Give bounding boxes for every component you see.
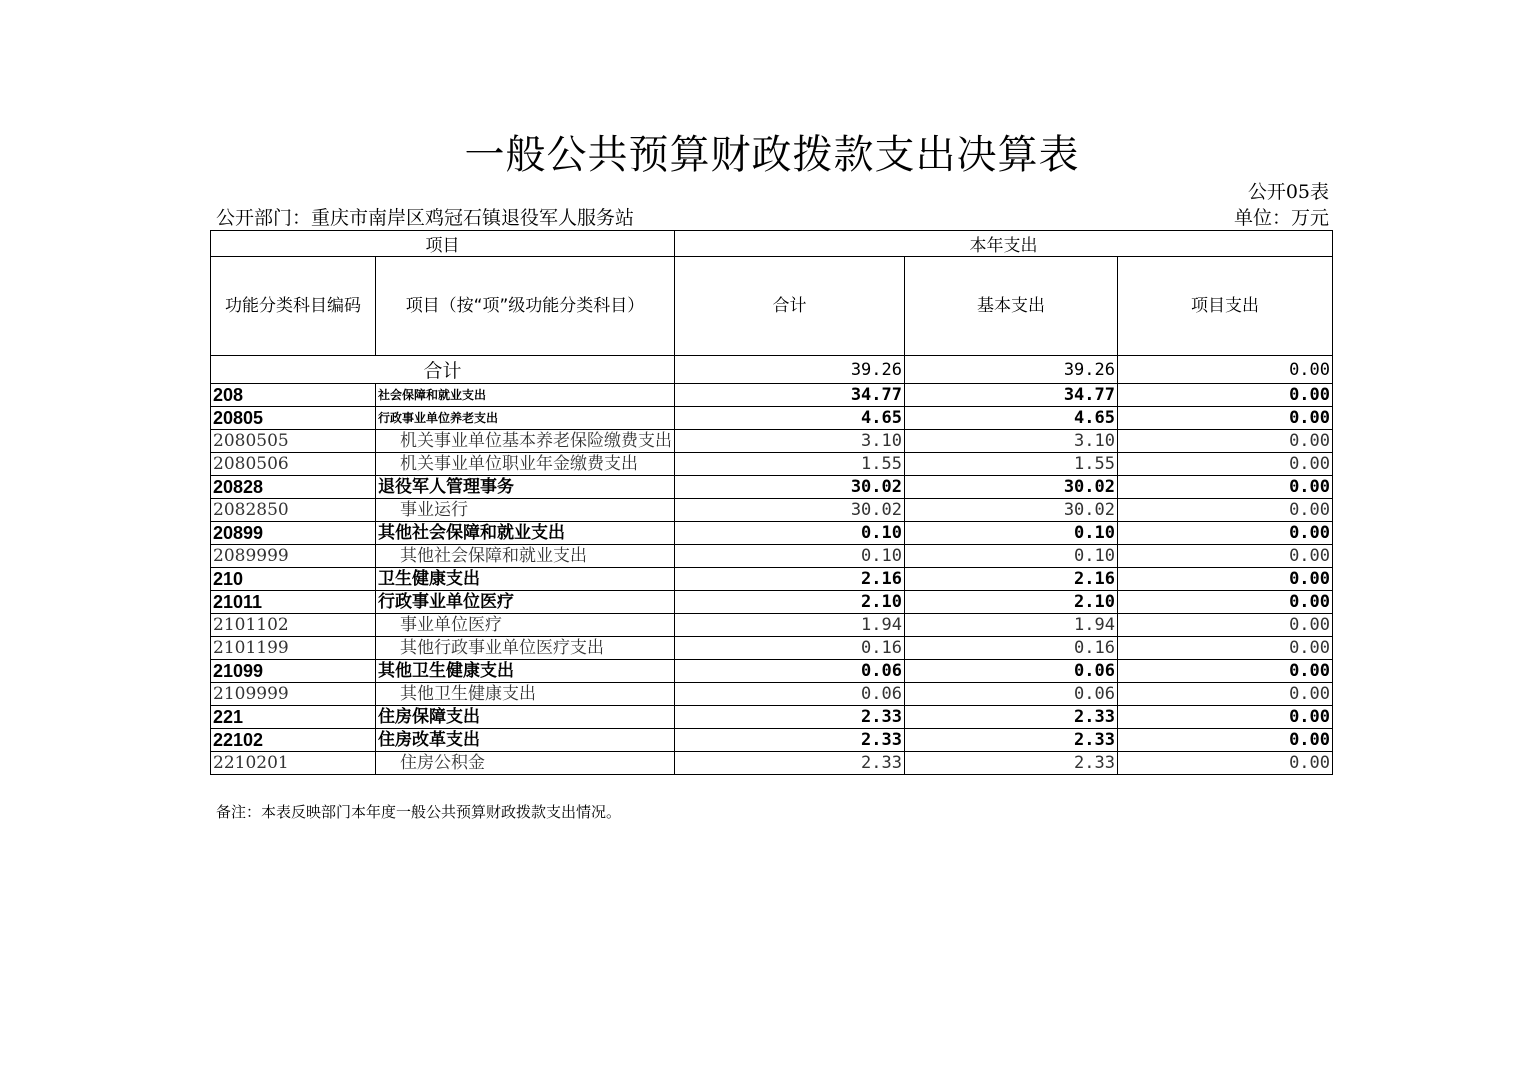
row-project: 0.00	[1118, 384, 1333, 407]
total-label: 合计	[211, 356, 675, 384]
row-name: 事业单位医疗	[376, 614, 675, 637]
row-total: 0.06	[675, 660, 905, 683]
row-name: 社会保障和就业支出	[376, 384, 675, 407]
table-row	[211, 614, 1333, 637]
row-name: 住房公积金	[376, 752, 675, 775]
table-row	[211, 706, 1333, 729]
row-name: 住房改革支出	[376, 729, 675, 752]
row-code: 2080505	[211, 430, 376, 453]
total-total: 39.26	[675, 356, 905, 384]
row-total: 0.16	[675, 637, 905, 660]
row-code: 221	[211, 706, 376, 729]
row-code: 20828	[211, 476, 376, 499]
table-row	[211, 407, 1333, 430]
table-row	[211, 683, 1333, 706]
row-name: 行政事业单位医疗	[376, 591, 675, 614]
row-name: 其他社会保障和就业支出	[376, 545, 675, 568]
row-code: 2089999	[211, 545, 376, 568]
row-project: 0.00	[1118, 614, 1333, 637]
row-project: 0.00	[1118, 683, 1333, 706]
header-code-col: 功能分类科目编码	[211, 257, 376, 356]
row-name: 退役军人管理事务	[376, 476, 675, 499]
row-basic: 34.77	[905, 384, 1118, 407]
total-project: 0.00	[1118, 356, 1333, 384]
row-total: 30.02	[675, 499, 905, 522]
row-name: 机关事业单位职业年金缴费支出	[376, 453, 675, 476]
row-basic: 0.06	[905, 660, 1118, 683]
row-project: 0.00	[1118, 752, 1333, 775]
row-code: 22102	[211, 729, 376, 752]
table-row	[211, 522, 1333, 545]
row-total: 30.02	[675, 476, 905, 499]
header-project-col: 项目支出	[1118, 257, 1333, 356]
table-row	[211, 430, 1333, 453]
row-name: 其他社会保障和就业支出	[376, 522, 675, 545]
header-total-col: 合计	[675, 257, 905, 356]
row-basic: 2.33	[905, 729, 1118, 752]
row-project: 0.00	[1118, 476, 1333, 499]
row-code: 208	[211, 384, 376, 407]
row-total: 1.55	[675, 453, 905, 476]
row-total: 0.06	[675, 683, 905, 706]
row-code: 210	[211, 568, 376, 591]
row-code: 20805	[211, 407, 376, 430]
row-code: 21011	[211, 591, 376, 614]
row-total: 0.10	[675, 545, 905, 568]
row-total: 2.33	[675, 752, 905, 775]
row-total: 2.10	[675, 591, 905, 614]
row-basic: 0.06	[905, 683, 1118, 706]
row-basic: 1.55	[905, 453, 1118, 476]
row-name: 事业运行	[376, 499, 675, 522]
header-expense-group: 本年支出	[675, 231, 1333, 257]
row-code: 2101102	[211, 614, 376, 637]
row-project: 0.00	[1118, 591, 1333, 614]
form-number: 公开05表	[1247, 181, 1329, 203]
row-basic: 3.10	[905, 430, 1118, 453]
row-project: 0.00	[1118, 660, 1333, 683]
budget-table	[210, 230, 1333, 775]
row-basic: 1.94	[905, 614, 1118, 637]
table-row	[211, 499, 1333, 522]
table-row	[211, 545, 1333, 568]
total-row	[211, 356, 1333, 384]
footnote: 备注：本表反映部门本年度一般公共预算财政拨款支出情况。	[216, 803, 622, 821]
row-basic: 30.02	[905, 499, 1118, 522]
row-code: 21099	[211, 660, 376, 683]
table-row	[211, 660, 1333, 683]
row-total: 1.94	[675, 614, 905, 637]
table-row	[211, 453, 1333, 476]
header-project-group: 项目	[211, 231, 675, 257]
row-total: 0.10	[675, 522, 905, 545]
row-project: 0.00	[1118, 545, 1333, 568]
row-project: 0.00	[1118, 453, 1333, 476]
row-code: 2082850	[211, 499, 376, 522]
header-basic-col: 基本支出	[905, 257, 1118, 356]
row-basic: 0.10	[905, 545, 1118, 568]
row-basic: 30.02	[905, 476, 1118, 499]
row-name: 机关事业单位基本养老保险缴费支出	[376, 430, 675, 453]
row-name: 其他卫生健康支出	[376, 683, 675, 706]
row-project: 0.00	[1118, 637, 1333, 660]
table-row	[211, 637, 1333, 660]
row-basic: 2.33	[905, 752, 1118, 775]
row-project: 0.00	[1118, 522, 1333, 545]
unit-label: 单位：万元	[1233, 207, 1329, 229]
table-row	[211, 568, 1333, 591]
row-project: 0.00	[1118, 706, 1333, 729]
row-name: 其他卫生健康支出	[376, 660, 675, 683]
row-project: 0.00	[1118, 407, 1333, 430]
row-total: 4.65	[675, 407, 905, 430]
header-row-columns	[211, 257, 1333, 356]
page-title: 一般公共预算财政拨款支出决算表	[464, 132, 1080, 178]
row-name: 卫生健康支出	[376, 568, 675, 591]
row-total: 34.77	[675, 384, 905, 407]
row-total: 3.10	[675, 430, 905, 453]
total-basic: 39.26	[905, 356, 1118, 384]
row-basic: 2.33	[905, 706, 1118, 729]
table-row	[211, 384, 1333, 407]
row-name: 其他行政事业单位医疗支出	[376, 637, 675, 660]
row-basic: 4.65	[905, 407, 1118, 430]
table-row	[211, 729, 1333, 752]
row-code: 2080506	[211, 453, 376, 476]
table-row	[211, 752, 1333, 775]
row-name: 住房保障支出	[376, 706, 675, 729]
header-name-col: 项目（按“项”级功能分类科目）	[376, 257, 675, 356]
table-row	[211, 476, 1333, 499]
row-project: 0.00	[1118, 568, 1333, 591]
row-project: 0.00	[1118, 430, 1333, 453]
row-total: 2.33	[675, 729, 905, 752]
row-project: 0.00	[1118, 499, 1333, 522]
row-basic: 2.10	[905, 591, 1118, 614]
department-label: 公开部门：重庆市南岸区鸡冠石镇退役军人服务站	[216, 207, 635, 229]
row-project: 0.00	[1118, 729, 1333, 752]
header-row-groups	[211, 231, 1333, 257]
row-basic: 0.10	[905, 522, 1118, 545]
row-code: 20899	[211, 522, 376, 545]
row-basic: 2.16	[905, 568, 1118, 591]
row-code: 2109999	[211, 683, 376, 706]
row-code: 2210201	[211, 752, 376, 775]
row-code: 2101199	[211, 637, 376, 660]
row-name: 行政事业单位养老支出	[376, 407, 675, 430]
row-basic: 0.16	[905, 637, 1118, 660]
table-row	[211, 591, 1333, 614]
row-total: 2.33	[675, 706, 905, 729]
row-total: 2.16	[675, 568, 905, 591]
